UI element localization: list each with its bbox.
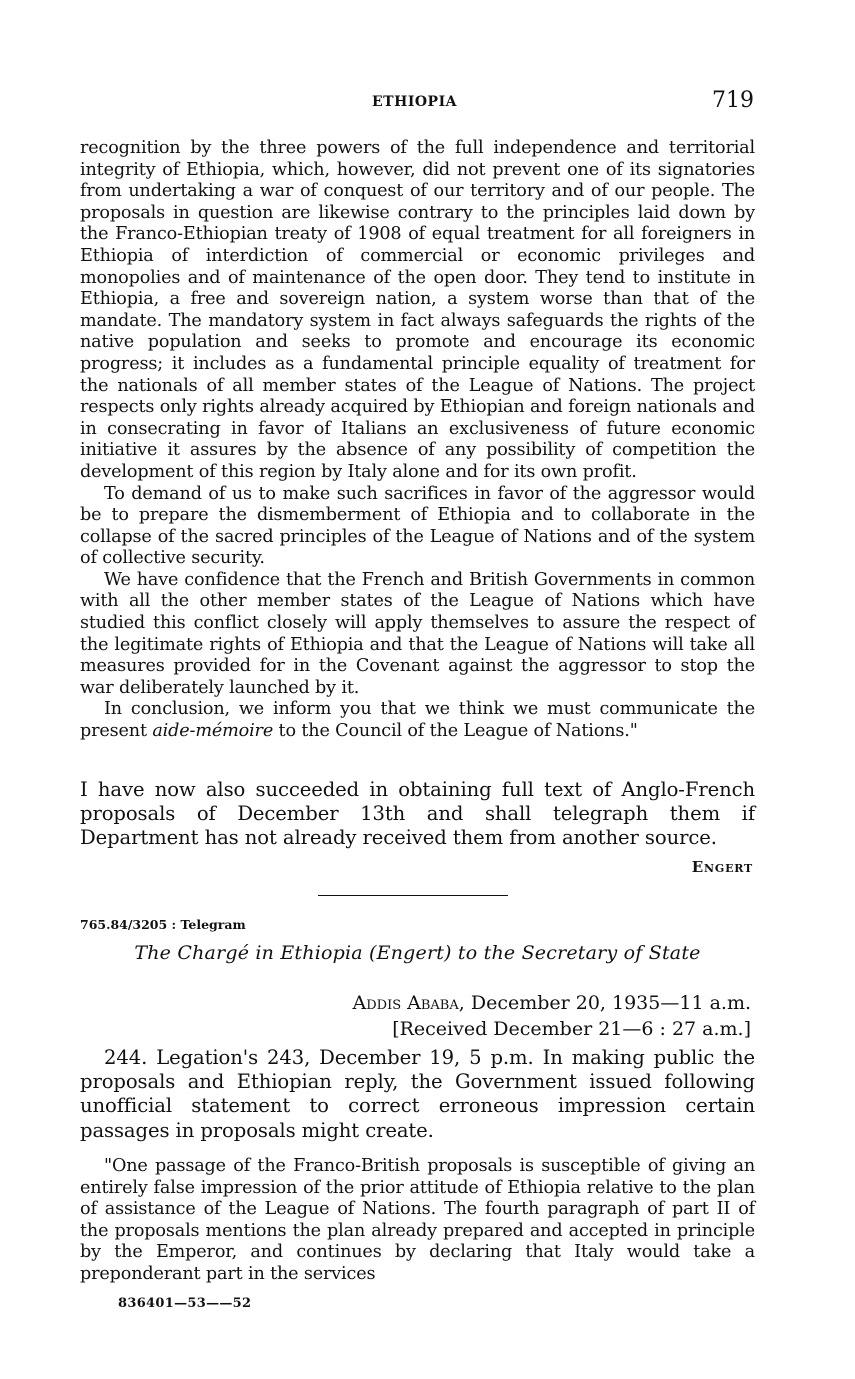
memo-paragraph-1: recognition by the three powers of the full independence and territorial integrity of Ethiopia, which, however, did not prevent one of its signatories from undertaking a war of conquest of our territory and of our people. The proposals in question are likewise contrary to the principles laid down by the Franco-Ethiopian treaty of 1908 of equal treatment for all foreigners in Ethiopia of interdiction of commercial or economic privileges and monopolies and of maintenance of the open door. They tend to institute in Ethiopia, a free and sovereign nation, a system worse than that of the mandate. The mandatory system in fact always safeguards the rights of the native population and seeks to promote and encourage its economic progress; it includes as a fundamental principle equality of treatment for the nationals of all member states of the League of Nations. The project respects only rights already acquired by Ethiopian and foreign nationals and in consecrating in favor of Italians an exclusiveness of future economic initiative it assures by the absence of any possibility of competition the development of this region by Italy alone and for its own profit. [80,138,755,482]
section-divider [318,895,508,896]
running-head: ETHIOPIA [372,94,457,110]
place-name: Addis Ababa, [352,992,465,1014]
memo-paragraph-4-end: to the Council of the League of Nations." [273,721,638,742]
memo-paragraph-4 [80,699,755,742]
sent-line [353,990,752,1016]
memo-paragraph-2: To demand of us to make such sacrifices in favor of the aggressor would be to prepare the dismemberment of Ethiopia and to collaborate in the collapse of the sacred principles of the League of Nations and of the system of collective security. [80,483,755,569]
statement-paragraph: "One passage of the Franco-British proposals is susceptible of giving an entirely false impression of the prior attitude of Ethiopia relative to the plan of assistance of the League of Nations. The fourth paragraph of part II of the proposals mentions the plan already prepared and accepted in principle by the Emperor, and continues by declaring that Italy would take a preponderant part in the services [80,1156,755,1284]
quoted-memo-continuation [80,138,755,743]
closing-paragraph [80,778,755,851]
file-reference: 765.84/3205 : Telegram [80,917,246,932]
telegram-paragraph-1: 244. Legation's 243, December 19, 5 p.m. In making public the proposals and Ethiopian reply, the Government issued following unofficial statement to correct erroneous impression certain passages in proposals might create. [80,1046,755,1142]
official-statement [80,1156,755,1286]
closing-text: I have now also succeeded in obtaining full text of Anglo-French proposals of December 13th and shall telegraph them if Department has not already received them from another source. [80,778,755,850]
memo-paragraph-4-start: In conclusion, we inform you that we think we must communicate the present [80,699,755,742]
signature: Engert [691,858,753,876]
sent-date: December 20, 1935—11 a.m. [464,992,751,1014]
memo-paragraph-3: We have confidence that the French and British Governments in common with all the other member states of the League of Nations which have studied this conflict closely will apply themselves to assure the respect of the legitimate rights of Ethiopia and that the League of Nations will take all measures provided for in the Covenant against the aggressor to stop the war deliberately launched by it. [80,569,755,698]
received-line: [Received December 21—6 : 27 a.m.] [392,1018,751,1040]
telegram-body [80,1046,755,1143]
print-code: 836401—53——52 [118,1296,252,1311]
page-number: 719 [712,88,754,113]
telegram-title: The Chargé in Ethiopia (Engert) to the Secretary of State [134,942,701,964]
dateline [353,990,752,1042]
aide-memoire-term: aide-mémoire [152,721,274,742]
